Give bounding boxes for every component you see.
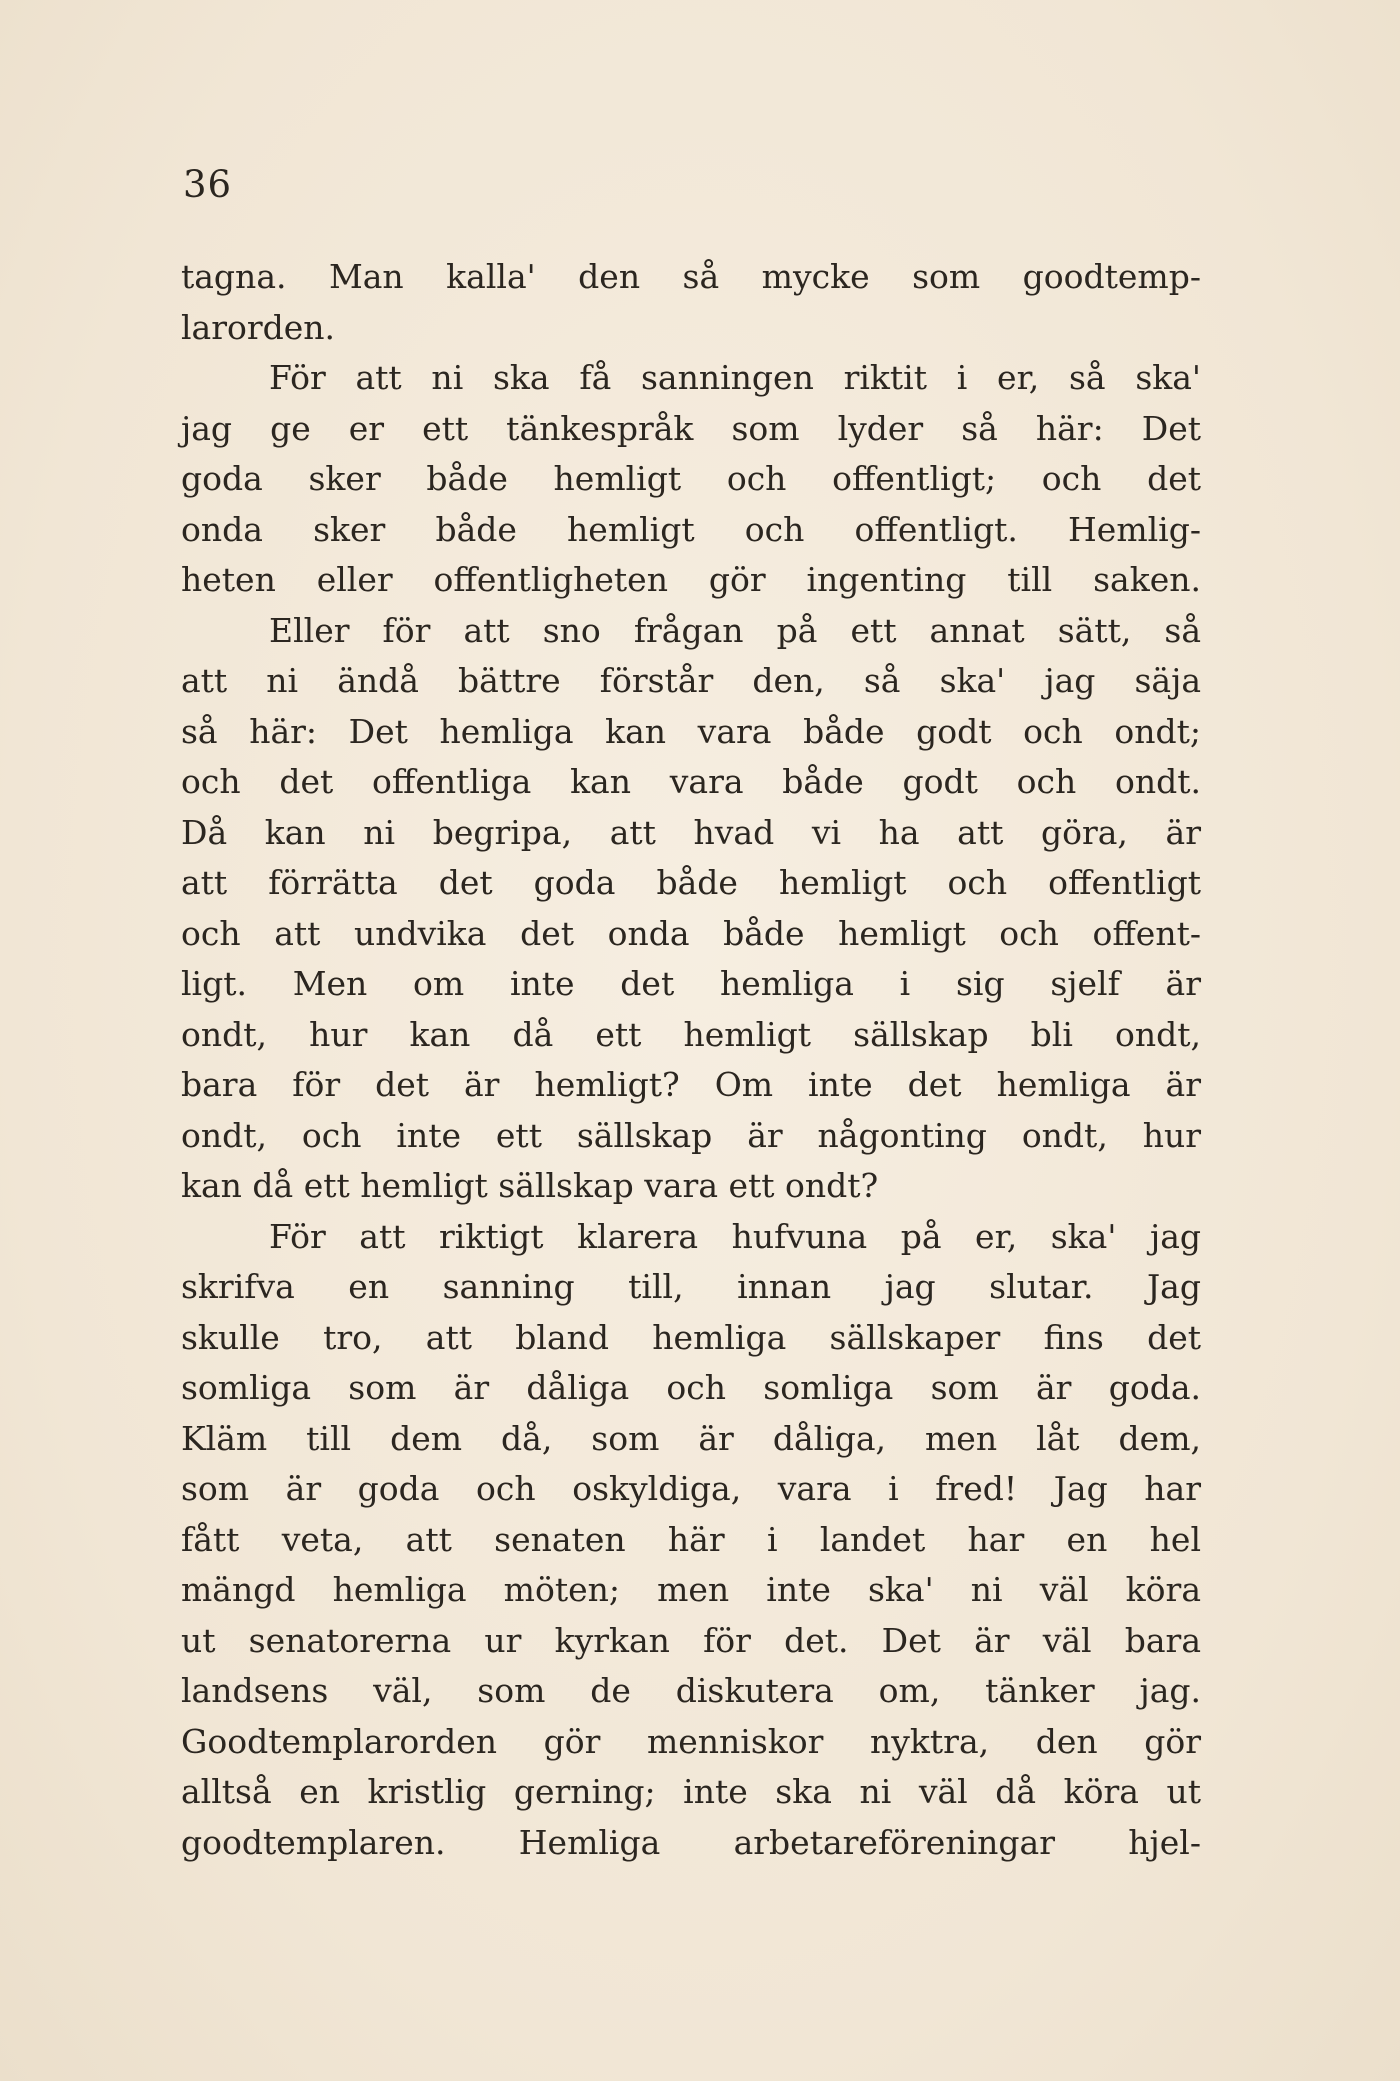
text-line: skrifva en sanning till, innan jag slutar. Jag <box>181 1267 1201 1306</box>
text-line: Eller för att sno frågan på ett annat sätt, så <box>269 610 1201 650</box>
text-line: och det offentliga kan vara både godt och ondt. <box>181 762 1201 801</box>
text-line: mängd hemliga möten; men inte ska' ni väl köra <box>181 1570 1201 1609</box>
page-number: 36 <box>183 163 233 206</box>
text-line: tagna. Man kalla' den så mycke som goodtemp- <box>181 257 1201 296</box>
text-line: För att ni ska få sanningen riktit i er, så ska' <box>269 358 1201 397</box>
text-line: att ni ändå bättre förstår den, så ska' jag säja <box>181 661 1201 700</box>
text-line: goda sker både hemligt och offentligt; och det <box>181 459 1201 498</box>
text-line: För att riktigt klarera hufvuna på er, ska' jag <box>269 1216 1201 1256</box>
text-line: som är goda och oskyldiga, vara i fred! Jag har <box>181 1469 1201 1508</box>
text-line: skulle tro, att bland hemliga sällskaper fins det <box>181 1317 1201 1357</box>
body-text <box>181 252 1201 1868</box>
text-line: fått veta, att senaten här i landet har en hel <box>181 1519 1201 1559</box>
text-line: ligt. Men om inte det hemliga i sig sjelf är <box>181 964 1201 1003</box>
text-line: onda sker både hemligt och offentligt. Hemlig- <box>181 509 1201 549</box>
text-line: Då kan ni begripa, att hvad vi ha att göra, är <box>181 812 1201 852</box>
text-line: kan då ett hemligt sällskap vara ett ondt? <box>181 1166 879 1205</box>
text-line: ut senatorerna ur kyrkan för det. Det är väl bara <box>181 1620 1201 1660</box>
text-line: Goodtemplarorden gör menniskor nyktra, den gör <box>181 1721 1201 1761</box>
text-line: somliga som är dåliga och somliga som är goda. <box>181 1368 1201 1407</box>
text-line: att förrätta det goda både hemligt och offentligt <box>181 863 1201 902</box>
text-line: alltså en kristlig gerning; inte ska ni väl då köra ut <box>181 1772 1201 1811</box>
text-line: heten eller offentligheten gör ingenting till saken. <box>181 560 1201 599</box>
text-line: Kläm till dem då, som är dåliga, men låt dem, <box>181 1418 1201 1458</box>
text-line: jag ge er ett tänkespråk som lyder så här: Det <box>181 408 1201 448</box>
text-line: landsens väl, som de diskutera om, tänker jag. <box>181 1671 1201 1710</box>
text-line: bara för det är hemligt? Om inte det hemliga är <box>181 1065 1201 1104</box>
text-line: och att undvika det onda både hemligt och offent- <box>181 913 1201 953</box>
text-line: goodtemplaren. Hemliga arbetareföreningar hjel- <box>181 1822 1201 1862</box>
text-line: ondt, och inte ett sällskap är någonting ondt, hur <box>181 1115 1201 1155</box>
text-line: så här: Det hemliga kan vara både godt och ondt; <box>181 711 1201 751</box>
text-line: larorden. <box>181 307 336 347</box>
text-line: ondt, hur kan då ett hemligt sällskap bli ondt, <box>181 1014 1201 1054</box>
